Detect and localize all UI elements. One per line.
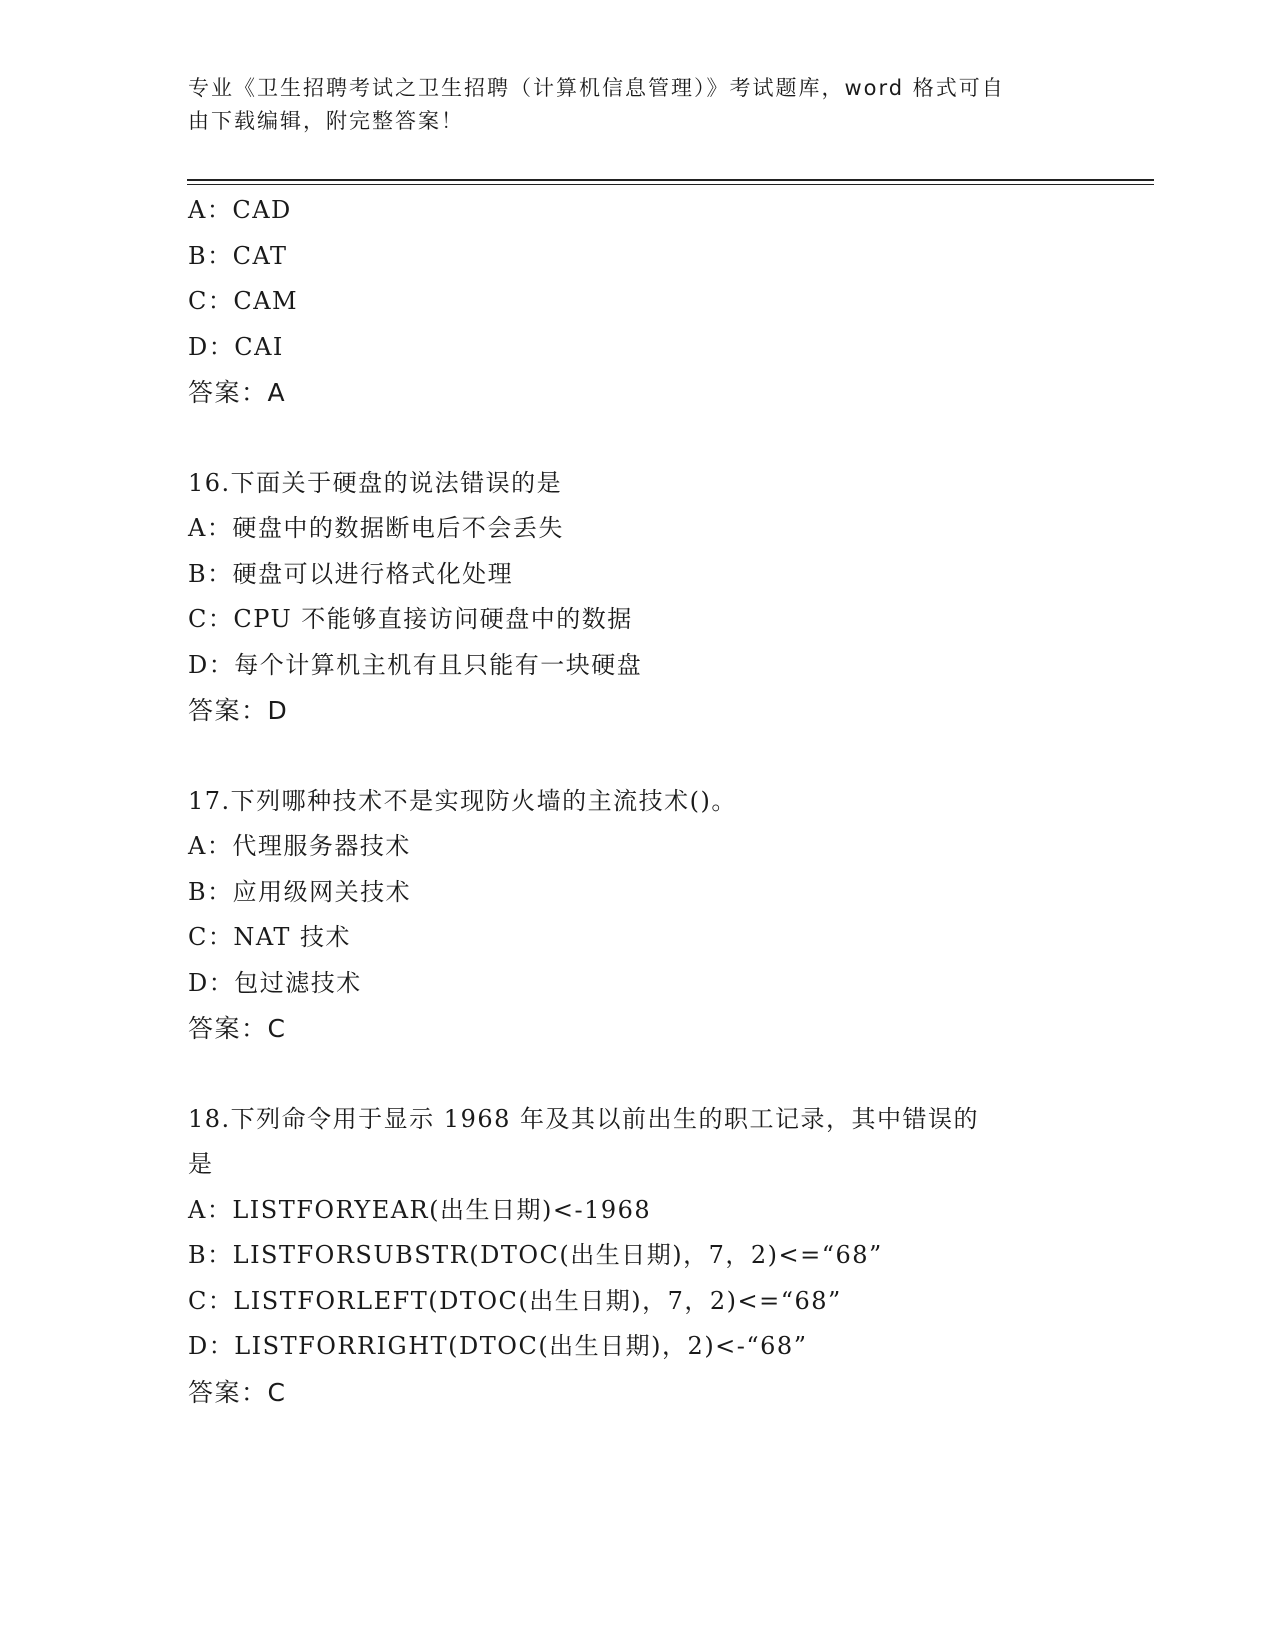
option-b: B：应用级网关技术 bbox=[188, 877, 412, 906]
answer: 答案：C bbox=[188, 1014, 287, 1043]
spacer bbox=[188, 1052, 1108, 1097]
option-d: D：LISTFORRIGHT(DTOC(出生日期)，2)<-“68” bbox=[188, 1332, 808, 1360]
question-16 bbox=[188, 461, 1108, 734]
option-a: A：代理服务器技术 bbox=[188, 832, 411, 860]
spacer bbox=[188, 416, 1108, 461]
option-d: D：每个计算机主机有且只能有一块硬盘 bbox=[188, 650, 643, 679]
header-line-1: 专业《卫生招聘考试之卫生招聘（计算机信息管理）》考试题库，word 格式可自 bbox=[188, 76, 1005, 100]
question-text-line-2: 是 bbox=[188, 1150, 214, 1178]
question-17 bbox=[188, 779, 1108, 1052]
question-text: 17.下列哪种技术不是实现防火墙的主流技术()。 bbox=[188, 786, 737, 815]
option-b: B：硬盘可以进行格式化处理 bbox=[188, 559, 514, 588]
option-b: B：CAT bbox=[188, 241, 288, 270]
question-list bbox=[188, 188, 1108, 1415]
answer: 答案：D bbox=[188, 696, 289, 725]
header-divider-thick bbox=[187, 179, 1154, 181]
option-b: B：LISTFORSUBSTR(DTOC(出生日期)，7，2)<=“68” bbox=[188, 1241, 883, 1269]
option-a: A：CAD bbox=[188, 196, 292, 224]
option-a: A：LISTFORYEAR(出生日期)<-1968 bbox=[188, 1195, 652, 1224]
option-d: D：包过滤技术 bbox=[188, 968, 362, 997]
option-c: C：LISTFORLEFT(DTOC(出生日期)，7，2)<=“68” bbox=[188, 1286, 842, 1315]
option-c: C：CPU 不能够直接访问硬盘中的数据 bbox=[188, 605, 633, 633]
spacer bbox=[188, 734, 1108, 779]
option-d: D：CAI bbox=[188, 332, 284, 361]
answer: 答案：C bbox=[188, 1377, 287, 1407]
header-line-2: 由下载编辑，附完整答案！ bbox=[188, 109, 464, 133]
answer: 答案：A bbox=[188, 378, 287, 407]
question-text-line-1: 18.下列命令用于显示 1968 年及其以前出生的职工记录，其中错误的 bbox=[188, 1104, 980, 1133]
option-c: C：NAT 技术 bbox=[188, 923, 352, 951]
header-divider-thin bbox=[187, 184, 1154, 185]
option-a: A：硬盘中的数据断电后不会丢失 bbox=[188, 514, 564, 542]
document-header bbox=[188, 72, 1068, 138]
option-c: C：CAM bbox=[188, 287, 299, 315]
question-15 bbox=[188, 188, 1108, 416]
question-text: 16.下面关于硬盘的说法错误的是 bbox=[188, 468, 563, 497]
question-18 bbox=[188, 1097, 1108, 1416]
